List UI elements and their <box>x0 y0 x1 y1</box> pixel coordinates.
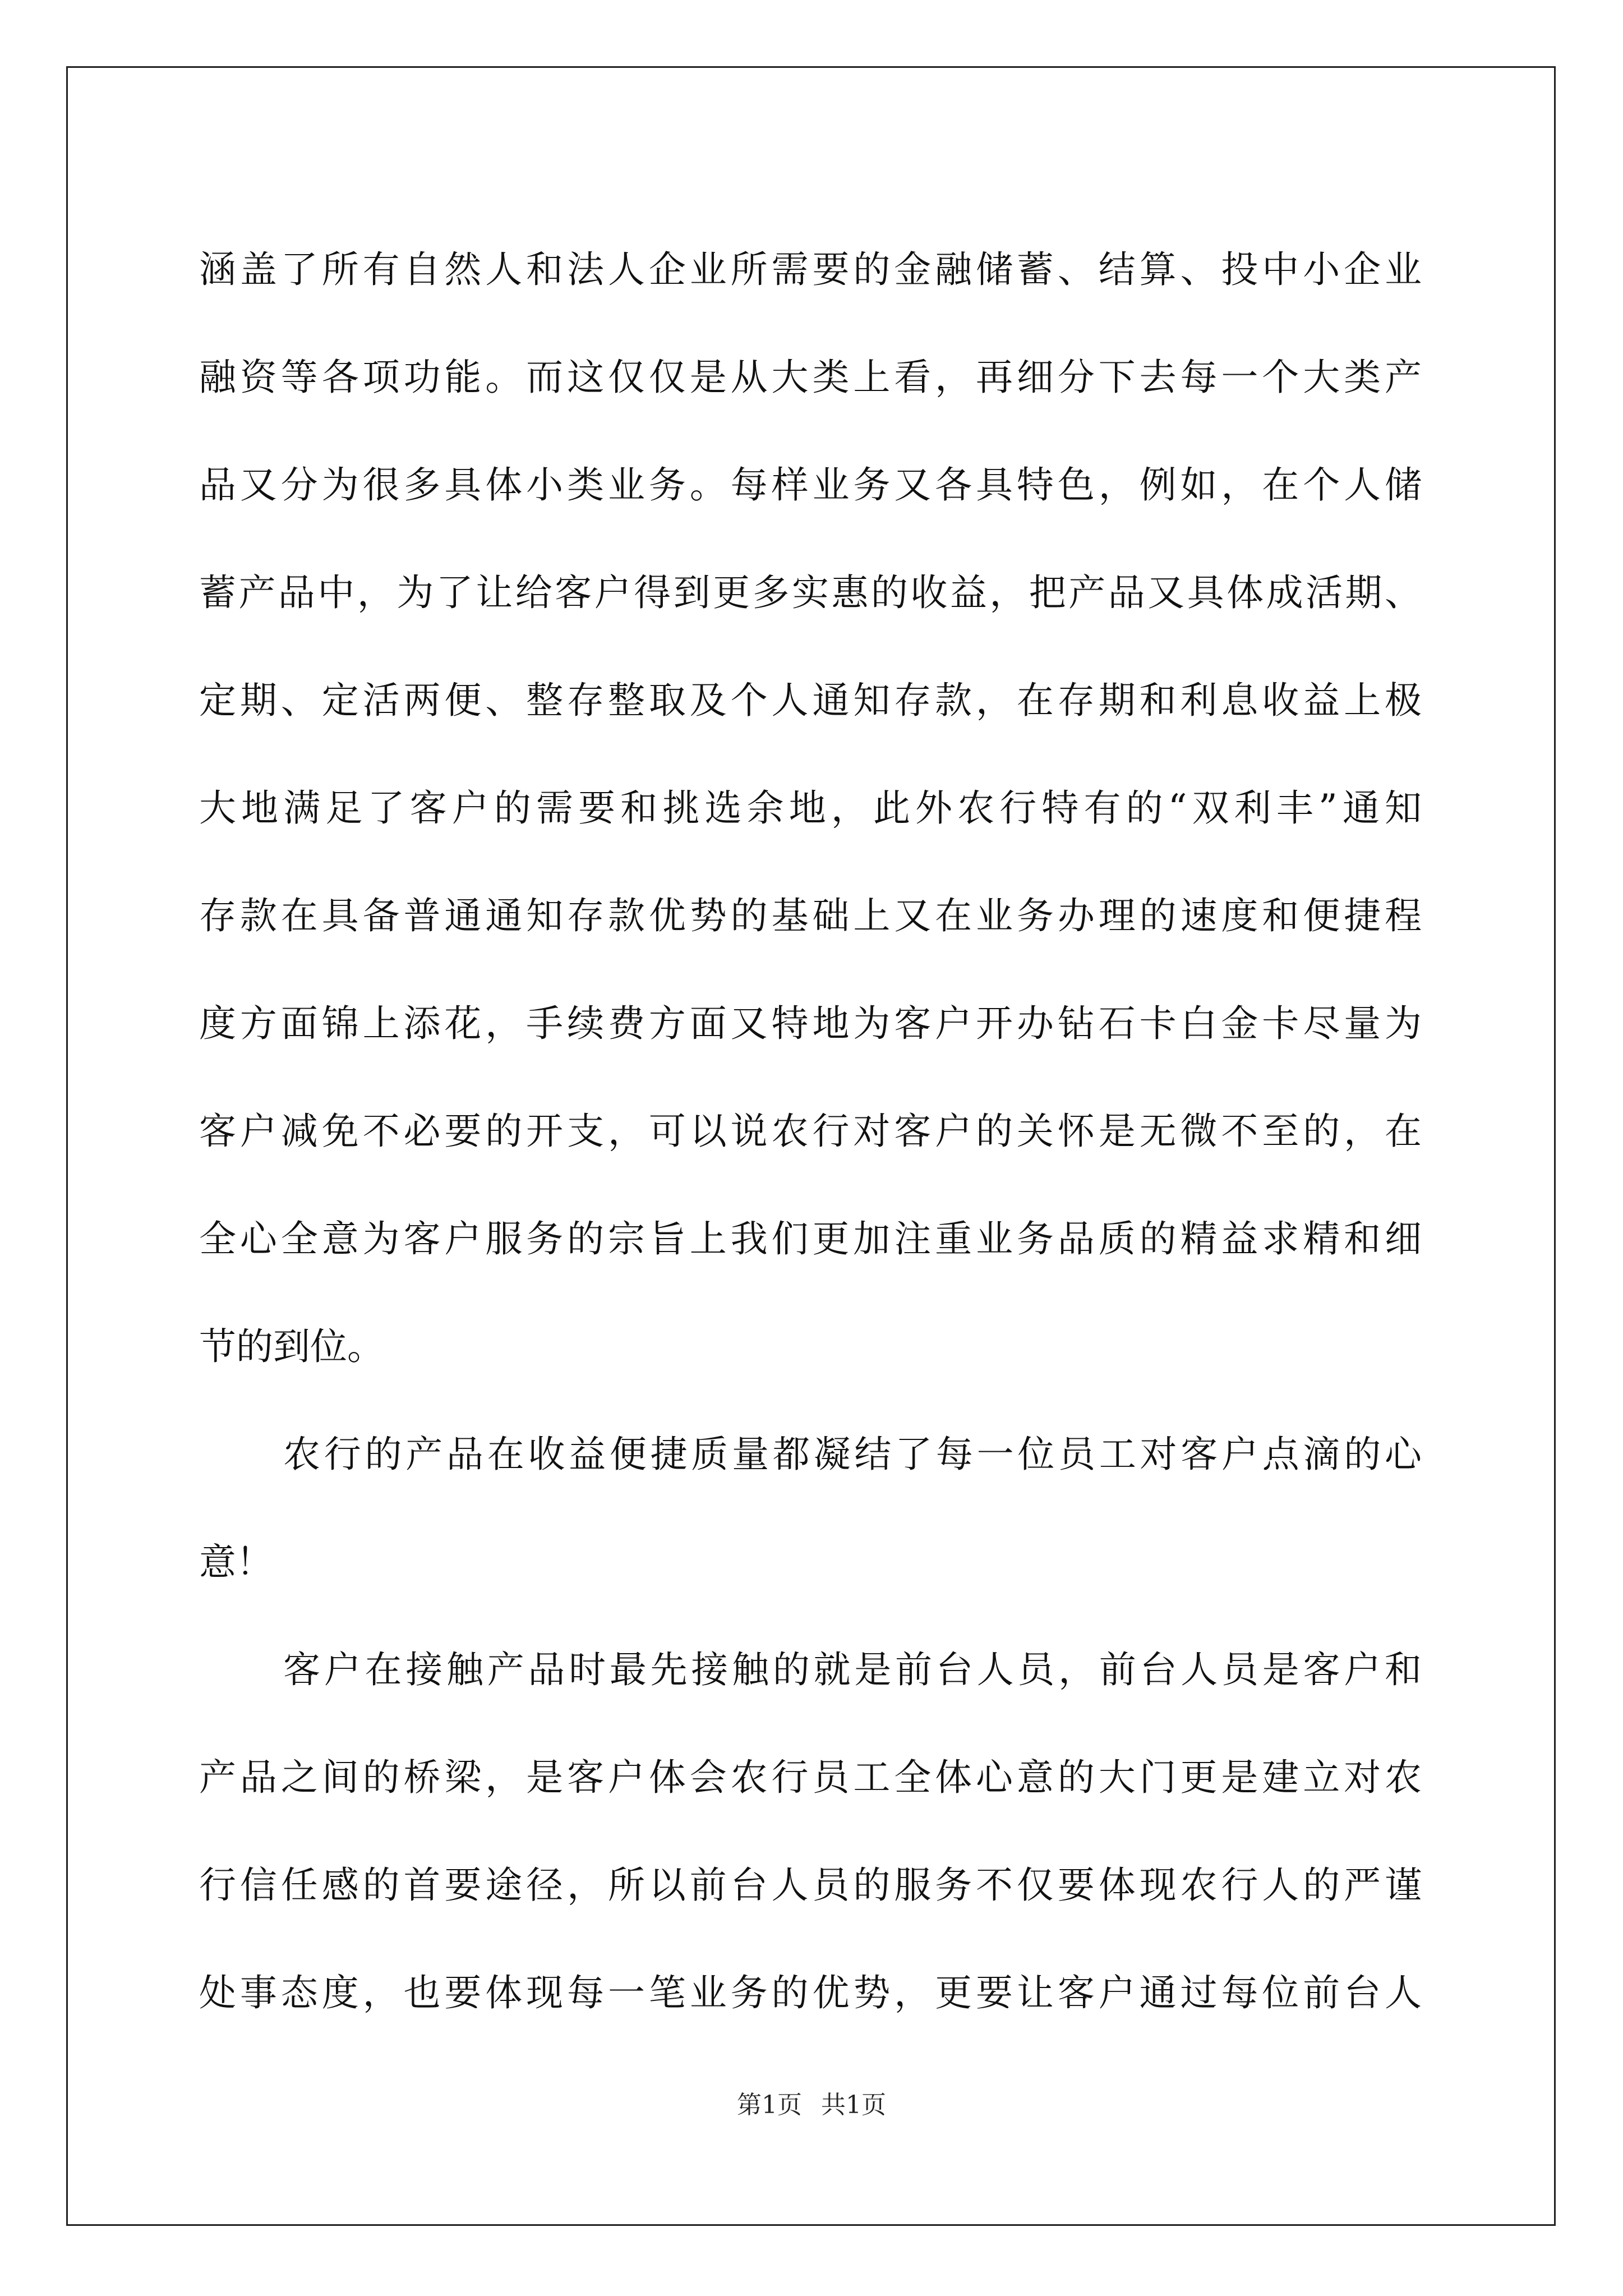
page-total: 共1页 <box>821 2091 886 2119</box>
text-line: 客户减免不必要的开支，可以说农行对客户的关怀是无微不至的，在 <box>199 1110 1422 1153</box>
text-line: 大地满足了客户的需要和挑选余地，此外农行特有的“双利丰”通知 <box>199 786 1422 830</box>
document-body <box>199 216 1422 2047</box>
text-line: 行信任感的首要途径，所以前台人员的服务不仅要体现农行人的严谨 <box>199 1864 1422 1907</box>
text-line: 涵盖了所有自然人和法人企业所需要的金融储蓄、结算、投中小企业 <box>199 248 1422 291</box>
text-line: 全心全意为客户服务的宗旨上我们更加注重业务品质的精益求精和细 <box>199 1217 1422 1260</box>
text-line: 处事态度，也要体现每一笔业务的优势，更要让客户通过每位前台人 <box>199 1971 1422 2014</box>
page-number: 第1页 <box>737 2091 802 2119</box>
text-line: 度方面锦上添花，手续费方面又特地为客户开办钻石卡白金卡尽量为 <box>199 1002 1422 1045</box>
text-line: 产品之间的桥梁，是客户体会农行员工全体心意的大门更是建立对农 <box>199 1756 1422 1799</box>
text-line: 节的到位。 <box>199 1325 384 1368</box>
page-footer <box>0 2085 1623 2120</box>
text-line: 蓄产品中，为了让给客户得到更多实惠的收益，把产品又具体成活期、 <box>199 571 1422 614</box>
paragraph-first-line: 客户在接触产品时最先接触的就是前台人员，前台人员是客户和 <box>283 1648 1422 1691</box>
text-line: 意！ <box>199 1540 273 1584</box>
text-line: 融资等各项功能。而这仅仅是从大类上看，再细分下去每一个大类产 <box>199 356 1422 399</box>
text-line: 存款在具备普通通知存款优势的基础上又在业务办理的速度和便捷程 <box>199 894 1422 937</box>
text-line: 定期、定活两便、整存整取及个人通知存款，在存期和利息收益上极 <box>199 679 1422 722</box>
text-line: 品又分为很多具体小类业务。每样业务又各具特色，例如，在个人储 <box>199 463 1422 507</box>
paragraph-first-line: 农行的产品在收益便捷质量都凝结了每一位员工对客户点滴的心 <box>283 1433 1422 1476</box>
